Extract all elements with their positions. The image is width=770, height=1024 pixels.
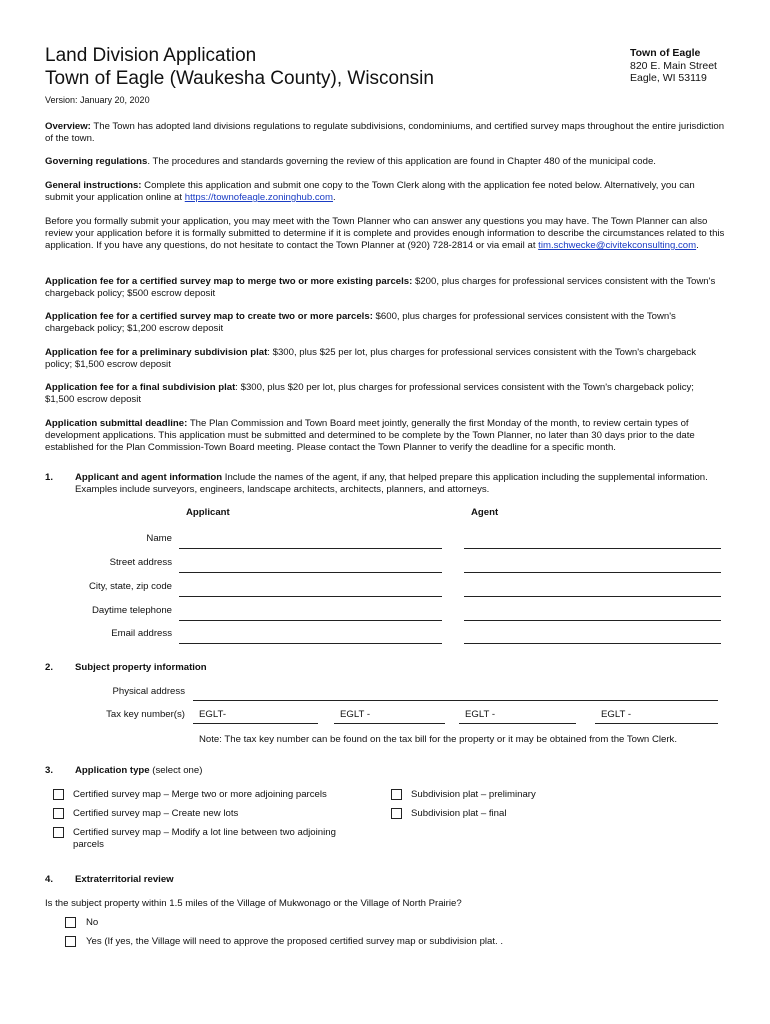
- daytime-telephone-label: Daytime telephone: [92, 605, 172, 616]
- agent-city-field[interactable]: [464, 596, 721, 597]
- fee-csm-create-label: Application fee for a certified survey map to create two or more parcels:: [45, 311, 373, 322]
- option-plat-preliminary: Subdivision plat – preliminary: [411, 789, 536, 800]
- instructions-text: Complete this application and submit one copy to the Town Clerk along with the application fee noted below. Alternatively, you can submit your application online at: [45, 180, 695, 203]
- option-no: No: [86, 917, 99, 928]
- section-3-heading: [75, 765, 202, 777]
- applicant-street-field[interactable]: [179, 572, 442, 573]
- page-title: [45, 44, 434, 90]
- overview-text: The Town has adopted land divisions regulations to regulate subdivisions, condominiums, and certified survey maps throughout the entire jurisdiction of the town.: [45, 121, 725, 144]
- planner-end: .: [696, 240, 699, 251]
- email-address-label: Email address: [111, 628, 172, 639]
- town-city: Eagle, WI 53119: [630, 72, 707, 84]
- fee-csm-merge-label: Application fee for a certified survey map to merge two or more existing parcels:: [45, 276, 413, 287]
- governing-label: Governing regulations: [45, 156, 148, 167]
- section-1-text: Include the names of the agent, if any, that helped prepare this application including the supplemental information. Examples include surveyors, engineers, landscape architects, architects, planners, and attorneys.: [75, 472, 708, 495]
- title-line-2: Town of Eagle (Waukesha County), Wisconsin: [45, 68, 434, 89]
- fee-final-text: : $300, plus $20 per lot, plus charges for professional services consistent with the Town's chargeback policy; $1,500 escrow deposit: [45, 382, 694, 405]
- tax-key-prefix-3: EGLT -: [465, 709, 496, 720]
- deadline-text: The Plan Commission and Town Board meet jointly, generally the first Monday of the month, to review certain types of development applications. This application must be submitted and determined to be complete by the Town Planner, no later than 30 days prior to the date established for the Plan Commission-Town Board meeting. Please contact the Town Planner to verify the deadline for a specific month.: [45, 418, 695, 453]
- fee-preliminary-label: Application fee for a preliminary subdivision plat: [45, 347, 268, 358]
- option-yes: Yes (If yes, the Village will need to approve the proposed certified survey map or subdivision plat. .: [86, 936, 504, 947]
- checkbox-yes[interactable]: [65, 936, 76, 947]
- option-plat-final: Subdivision plat – final: [411, 808, 507, 819]
- street-address-label: Street address: [109, 557, 172, 568]
- section-3-number: 3.: [45, 765, 54, 776]
- fee-csm-merge-text: $200, plus charges for professional services consistent with the Town's chargeback policy; $500 escrow deposit: [45, 276, 716, 299]
- checkbox-plat-preliminary[interactable]: [391, 789, 402, 800]
- deadline-label: Application submittal deadline:: [45, 418, 188, 429]
- overview-paragraph: [45, 121, 725, 145]
- name-label: Name: [146, 533, 172, 544]
- governing-text: . The procedures and standards governing the review of this application are found in Chapter 480 of the municipal code.: [147, 156, 656, 167]
- town-name: Town of Eagle: [630, 47, 701, 59]
- option-csm-modify: Certified survey map – Modify a lot line between two adjoining parcels: [73, 827, 336, 850]
- option-csm-merge: Certified survey map – Merge two or more adjoining parcels: [73, 789, 327, 800]
- checkbox-csm-merge[interactable]: [53, 789, 64, 800]
- extraterritorial-question: Is the subject property within 1.5 miles of the Village of Mukwonago or the Village of North Prairie?: [45, 898, 462, 909]
- fee-final-plat: [45, 382, 725, 406]
- version-text: Version: January 20, 2020: [45, 95, 150, 105]
- tax-key-note: Note: The tax key number can be found on the tax bill for the property or it may be obtained from the Town Clerk.: [199, 734, 677, 745]
- fee-preliminary-text: : $300, plus $25 per lot, plus charges for professional services consistent with the Town's chargeback policy; $1,500 escrow deposit: [45, 347, 697, 370]
- applicant-phone-field[interactable]: [179, 620, 442, 621]
- checkbox-csm-create[interactable]: [53, 808, 64, 819]
- title-line-1: Land Division Application: [45, 45, 257, 66]
- tax-key-field-2[interactable]: [334, 723, 445, 724]
- instructions-label: General instructions:: [45, 180, 142, 191]
- section-4-number: 4.: [45, 874, 54, 885]
- tax-key-prefix-1: EGLT-: [199, 709, 227, 720]
- section-2-label: Subject property information: [75, 662, 207, 673]
- fee-csm-merge: [45, 276, 725, 300]
- tax-key-prefix-4: EGLT -: [601, 709, 632, 720]
- fee-preliminary-plat: [45, 347, 725, 371]
- tax-key-label: Tax key number(s): [106, 709, 185, 720]
- instructions-end: .: [333, 192, 336, 203]
- section-2-number: 2.: [45, 662, 54, 673]
- section-1-heading: [75, 472, 725, 496]
- section-1-label: Applicant and agent information: [75, 472, 223, 483]
- planner-email-link[interactable]: tim.schwecke@civitekconsulting.com: [538, 240, 697, 251]
- deadline-paragraph: [45, 418, 725, 454]
- instructions-paragraph: [45, 180, 725, 204]
- physical-address-label: Physical address: [112, 686, 185, 697]
- option-csm-create: Certified survey map – Create new lots: [73, 808, 239, 819]
- applicant-name-field[interactable]: [179, 548, 442, 549]
- checkbox-no[interactable]: [65, 917, 76, 928]
- section-4-label: Extraterritorial review: [75, 874, 174, 885]
- planner-paragraph: [45, 216, 725, 252]
- agent-email-field[interactable]: [464, 643, 721, 644]
- overview-label: Overview:: [45, 121, 91, 132]
- tax-key-field-3[interactable]: [459, 723, 576, 724]
- agent-street-field[interactable]: [464, 572, 721, 573]
- planner-text: Before you formally submit your application, you may meet with the Town Planner who can answer any questions you may have. The Town Planner can also review your application before it is formally submitted to determine if it is complete and provides enough information to describe the circumstances related to this application. If you have any questions, do not hesitate to contact the Town Planner at (920) 728-2814 or via email at: [45, 216, 725, 251]
- town-address: [630, 47, 717, 85]
- checkbox-plat-final[interactable]: [391, 808, 402, 819]
- city-state-zip-label: City, state, zip code: [88, 581, 172, 592]
- town-street: 820 E. Main Street: [630, 59, 717, 72]
- section-1-number: 1.: [45, 472, 54, 483]
- checkbox-csm-modify[interactable]: [53, 827, 64, 838]
- applicant-column-header: Applicant: [186, 507, 230, 518]
- tax-key-prefix-2: EGLT -: [340, 709, 371, 720]
- section-3-suffix: (select one): [149, 765, 203, 776]
- agent-name-field[interactable]: [464, 548, 721, 549]
- section-3-label: Application type: [75, 765, 150, 776]
- zoninghub-link[interactable]: https://townofeagle.zoninghub.com: [184, 192, 334, 203]
- governing-paragraph: [45, 156, 725, 168]
- fee-csm-create: [45, 311, 725, 335]
- tax-key-field-1[interactable]: [193, 723, 318, 724]
- fee-final-label: Application fee for a final subdivision plat: [45, 382, 236, 393]
- applicant-city-field[interactable]: [179, 596, 442, 597]
- agent-phone-field[interactable]: [464, 620, 721, 621]
- applicant-email-field[interactable]: [179, 643, 442, 644]
- agent-column-header: Agent: [471, 507, 499, 518]
- physical-address-field[interactable]: [193, 700, 718, 701]
- tax-key-field-4[interactable]: [595, 723, 718, 724]
- fee-csm-create-text: $600, plus charges for professional services consistent with the Town's chargeback policy; $1,200 escrow deposit: [45, 311, 676, 334]
